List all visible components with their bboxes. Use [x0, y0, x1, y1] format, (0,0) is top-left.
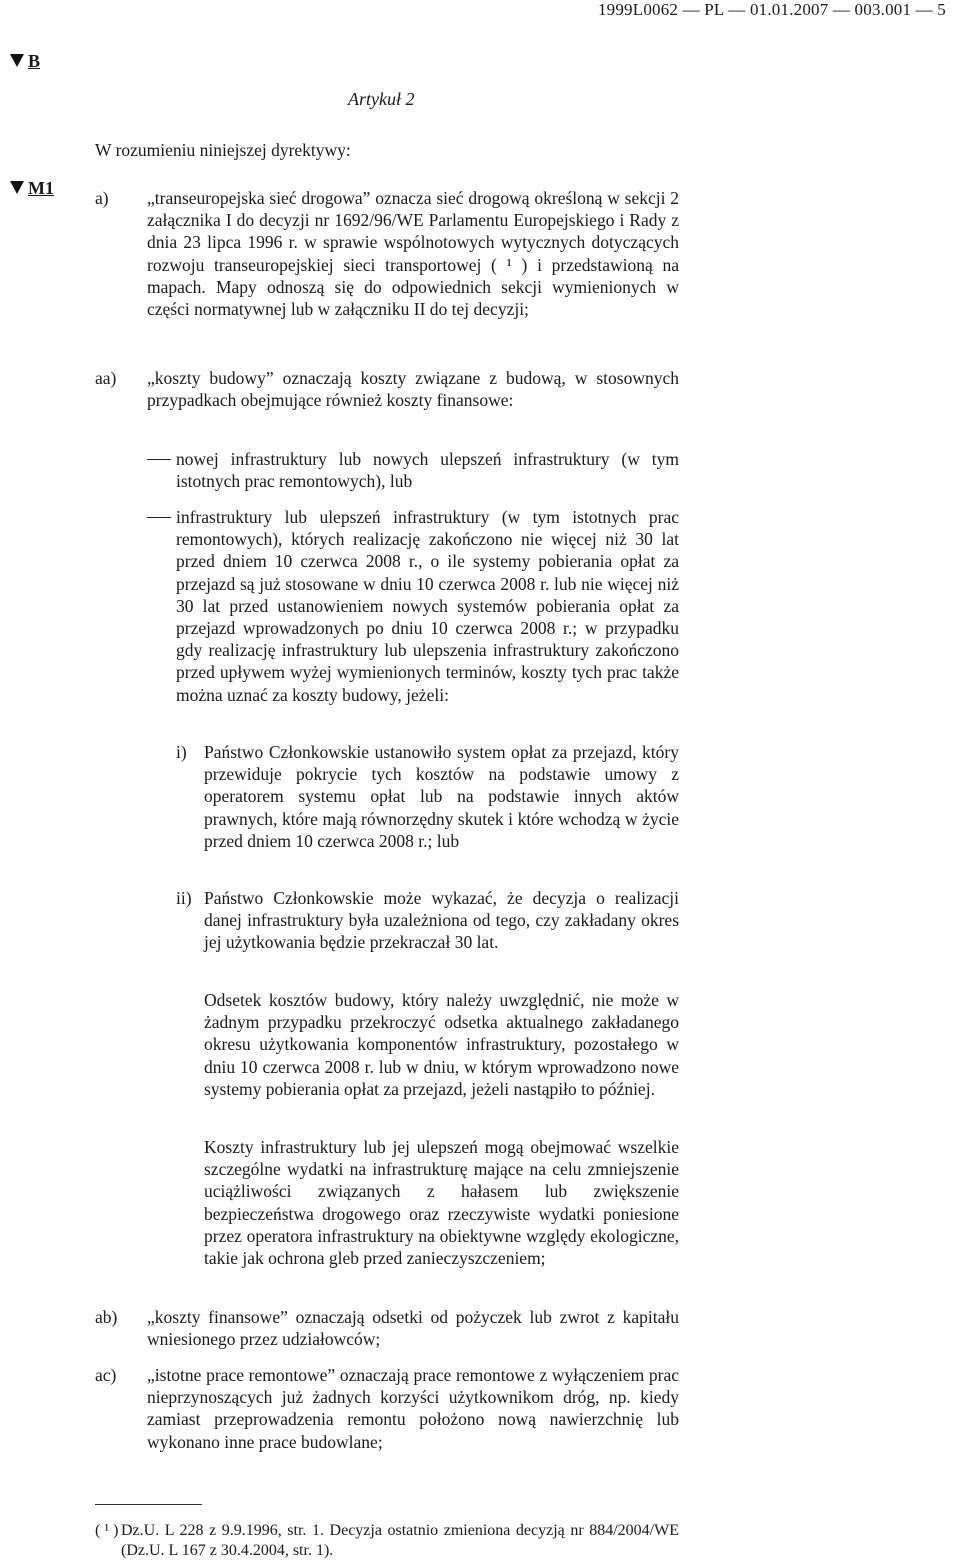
- dash-marker: [147, 506, 173, 518]
- article-title: Artykuł 2: [348, 89, 415, 109]
- footnote-divider: [95, 1504, 202, 1505]
- item-label: aa): [95, 368, 117, 388]
- item-label: ab): [95, 1307, 118, 1327]
- roman-label: i): [176, 742, 187, 762]
- item-text: „istotne prace remontowe” oznaczają prace remontowe z wyłączeniem prac nieprzynoszących już żadnych korzyści użytkownikom dróg, np. kiedy zamiast przeprowadzenia remontu położono nową nawierzchnię lub wykonano inne prace budowlane;: [147, 1365, 679, 1452]
- marker-label-m1: M1: [28, 178, 54, 198]
- dash-item: nowej infrastruktury lub nowych ulepszeń infrastruktury (w tym istotnych prac remontowych), lub: [176, 449, 679, 492]
- roman-item: Państwo Członkowskie może wykazać, że decyzja o realizacji danej infrastruktury była uzależniona od tego, czy zakładany okres jej użytkowania będzie przekraczał 30 lat.: [204, 888, 679, 953]
- sub-paragraph: Koszty infrastruktury lub jej ulepszeń mogą obejmować wszelkie szczególne wydatki na infrastrukturę mające na celu zmniejszenie uciążliwości związanych z hałasem lub zwiększenie bezpieczeństwa drogowego oraz rzeczywiste wydatki poniesione przez operatora infrastruktury na obiektywne względy ekologiczne, takie jak ochrona gleb przed zanieczyszczeniem;: [204, 1137, 679, 1269]
- triangle-down-icon: [10, 181, 24, 194]
- footnote-text: Dz.U. L 228 z 9.9.1996, str. 1. Decyzja ostatnio zmieniona decyzją nr 884/2004/WE (Dz.U. L 167 z 30.4.2004, str. 1).: [121, 1522, 679, 1559]
- item-label: a): [95, 188, 109, 208]
- running-header: 1999L0062 — PL — 01.01.2007 — 003.001 — 5: [597, 0, 946, 19]
- footnote-mark: ( ¹ ): [95, 1522, 119, 1539]
- dash-item: infrastruktury lub ulepszeń infrastruktury (w tym istotnych prac remontowych), których realizację zakończono nie więcej niż 30 lat przed dniem 10 czerwca 2008 r., o ile systemy pobierania opłat za przejazd są już stosowane w dniu 10 czerwca 2008 r. lub nie więcej niż 30 lat przed ustanowieniem nowych systemów pobierania opłat za przejazd wprowadzonych po dniu 10 czerwca 2008 r.; w przypadku gdy realizację infrastruktury lub ulepszenia infrastruktury zakończono przed upływem wyżej wymienionych terminów, koszty tych prac także można uznać za koszty budowy, jeżeli:: [176, 507, 679, 705]
- item-text: „transeuropejska sieć drogowa” oznacza sieć drogową określoną w sekcji 2 załącznika I do decyzji nr 1692/96/WE Parlamentu Europejskiego i Rady z dnia 23 lipca 1996 r. w sprawie wspólnotowych wytycznych dotyczących rozwoju transeuropejskiej sieci transportowej ( ¹ ) i przedstawioną na mapach. Mapy odnoszą się do odpowiednich sekcji wymienionych w części normatywnej lub w załączniku II do tej decyzji;: [147, 188, 679, 320]
- marker-label-b: B: [28, 51, 41, 71]
- amendment-marker-b: [10, 50, 40, 72]
- roman-label: ii): [176, 888, 192, 908]
- triangle-down-icon: [10, 54, 24, 67]
- sub-paragraph: Odsetek kosztów budowy, który należy uwzględnić, nie może w żadnym przypadku przekroczyć odsetka aktualnego zakładanego okresu użytkowania komponentów infrastruktury, pozostałego w dniu 10 czerwca 2008 r. lub w dniu, w którym wprowadzono nowe systemy pobierania opłat za przejazd, jeżeli nastąpiło to później.: [204, 990, 679, 1099]
- amendment-marker-m1: [10, 177, 54, 199]
- item-text: „koszty finansowe” oznaczają odsetki od pożyczek lub zwrot z kapitału wniesionego przez udziałowców;: [147, 1307, 679, 1350]
- article-intro: W rozumieniu niniejszej dyrektywy:: [95, 140, 351, 160]
- item-text: „koszty budowy” oznaczają koszty związane z budową, w stosownych przypadkach obejmujące również koszty finansowe:: [147, 368, 679, 411]
- roman-item: Państwo Członkowskie ustanowiło system opłat za przejazd, który przewiduje pokrycie tych kosztów na podstawie umowy z operatorem systemu opłat lub na podstawie innych aktów prawnych, które mają równorzędny skutek i które wchodzą w życie przed dniem 10 czerwca 2008 r.; lub: [204, 742, 679, 851]
- dash-marker: [147, 448, 173, 460]
- item-label: ac): [95, 1365, 117, 1385]
